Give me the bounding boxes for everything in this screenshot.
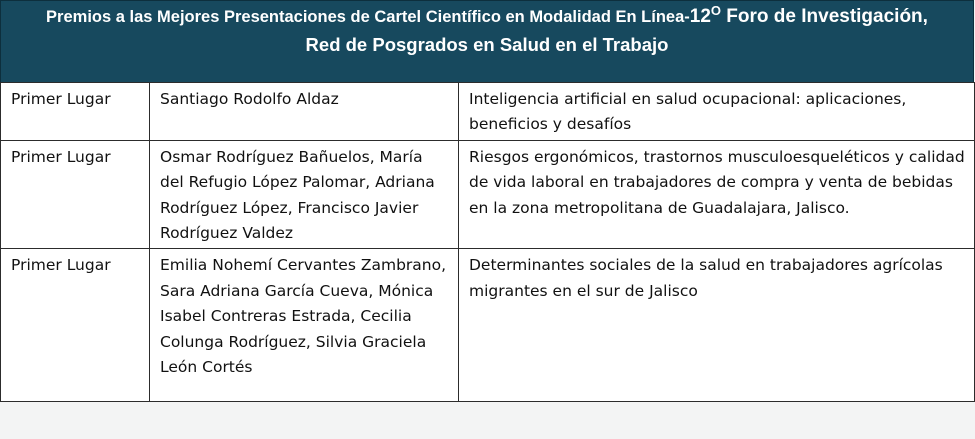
header-title-number: 12	[689, 6, 711, 27]
table-row	[1, 83, 975, 141]
table-header	[0, 0, 974, 82]
header-title-tail: Foro de Investigación,	[721, 6, 928, 27]
table-row	[1, 249, 975, 402]
authors-cell: Santiago Rodolfo Aldaz	[150, 83, 459, 141]
place-cell: Primer Lugar	[1, 249, 150, 402]
header-title-superscript: O	[710, 3, 722, 18]
poster-title-cell: Inteligencia artificial en salud ocupacional: aplicaciones, beneficios y desafíos	[459, 83, 975, 141]
authors-cell: Osmar Rodríguez Bañuelos, María del Refugio López Palomar, Adriana Rodríguez López, Francisco Javier Rodríguez Valdez	[150, 140, 459, 249]
poster-title-cell: Determinantes sociales de la salud en trabajadores agrícolas migrantes en el sur de Jalisco	[459, 249, 975, 402]
place-cell: Primer Lugar	[1, 83, 150, 141]
awards-table	[0, 82, 975, 402]
place-cell: Primer Lugar	[1, 140, 150, 249]
header-title-line-2: Red de Posgrados en Salud en el Trabajo	[305, 34, 669, 55]
table-row	[1, 140, 975, 249]
header-title-line-1	[1, 5, 973, 29]
header-title-text: Premios a las Mejores Presentaciones de Cartel Científico en Modalidad En Línea-	[46, 8, 690, 26]
poster-title-cell: Riesgos ergonómicos, trastornos musculoesqueléticos y calidad de vida laboral en trabajadores de compra y venta de bebidas en la zona metropolitana de Guadalajara, Jalisco.	[459, 140, 975, 249]
authors-cell: Emilia Nohemí Cervantes Zambrano, Sara Adriana García Cueva, Mónica Isabel Contreras Estrada, Cecilia Colunga Rodríguez, Silvia Graciela León Cortés	[150, 249, 459, 402]
